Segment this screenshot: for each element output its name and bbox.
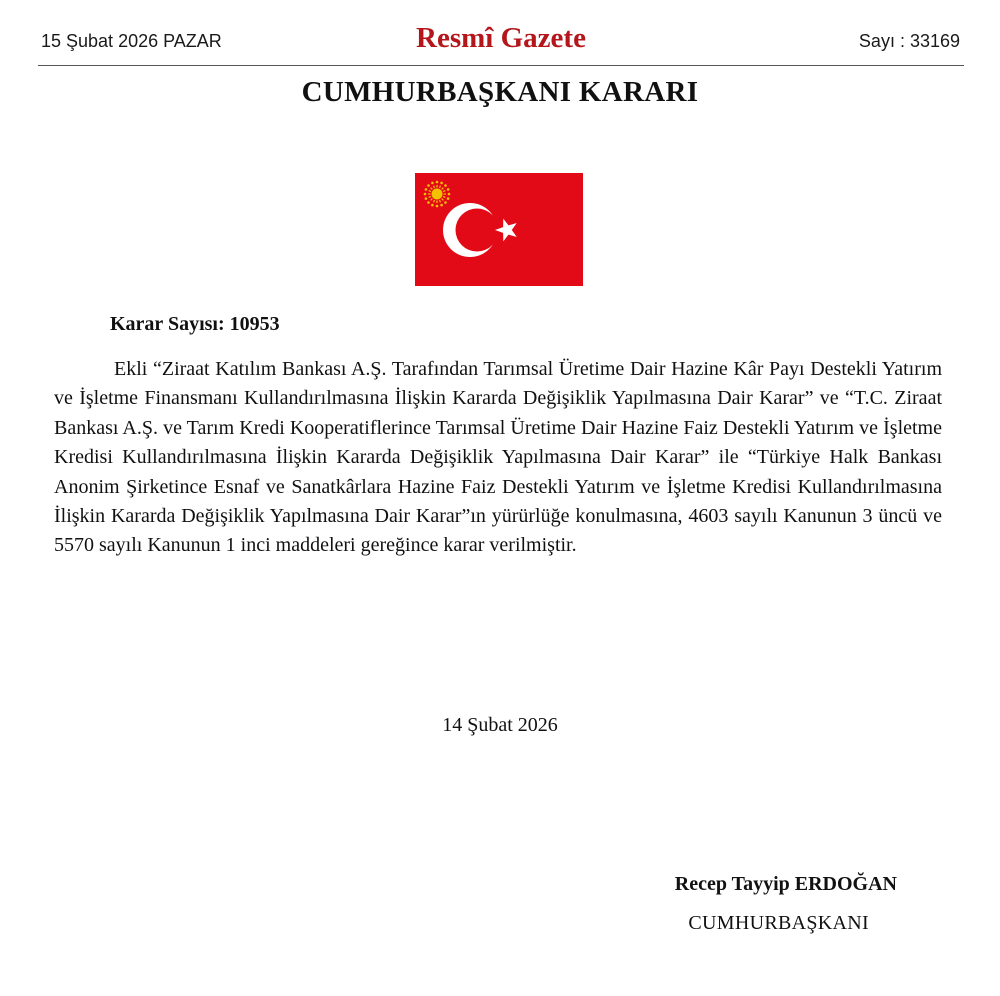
document-title: CUMHURBAŞKANI KARARI bbox=[301, 76, 699, 108]
sun-ring-star bbox=[444, 201, 447, 204]
presidential-flag-icon bbox=[415, 173, 583, 286]
crescent-inner bbox=[456, 209, 499, 252]
signer-title: CUMHURBAŞKANI bbox=[688, 912, 869, 934]
sun-core bbox=[432, 189, 443, 200]
sun-ring-star bbox=[447, 197, 450, 200]
sun-ring-star bbox=[431, 182, 434, 185]
sun-ring-star bbox=[427, 201, 430, 204]
decision-body-text: Ekli “Ziraat Katılım Bankası A.Ş. Tarafından Tarımsal Üretime Dair Hazine Kâr Payı Destekli Yatırım ve İşletme Finansmanı Kullandırılmasına İlişkin Kararda Değişiklik Yapılmasına Dair Karar” ve “T.C. Ziraat Bankası A.Ş. ve Tarım Kredi Kooperatiflerince Tarımsal Üretime Dair Hazine Faiz Destekli Yatırım ve İşletme Kredisi Kullandırılmasına İlişkin Kararda Değişiklik Yapılmasına Dair Karar” ile “Türkiye Halk Bankası Anonim Şirketince Esnaf ve Sanatkârlara Hazine Faiz Destekli Yatırım ve İşletme Kredisi Kullandırılmasına İlişkin Kararda Değişiklik Yapılmasına Dair Karar”ın yürürlüğe konulmasına, 4603 sayılı Kanunun 3 üncü ve 5570 sayılı Kanunun 1 inci maddeleri gereğince karar verilmiştir. bbox=[54, 358, 942, 557]
gazette-header bbox=[38, 22, 964, 60]
sun-ring-star bbox=[425, 188, 428, 191]
gazette-title: Resmî Gazete bbox=[416, 22, 586, 54]
sun-ring-star bbox=[425, 197, 428, 200]
sun-ring-star bbox=[436, 181, 439, 184]
signer-name: Recep Tayyip ERDOĞAN bbox=[674, 873, 897, 895]
sun-ring-star bbox=[431, 204, 434, 207]
decision-date: 14 Şubat 2026 bbox=[442, 714, 558, 736]
sun-ring-star bbox=[440, 204, 443, 207]
decision-number: Karar Sayısı: 10953 bbox=[110, 313, 280, 335]
issue-number: Sayı : 33169 bbox=[858, 31, 960, 51]
publication-date: 15 Şubat 2026 PAZAR bbox=[41, 31, 222, 51]
sun-ring-star bbox=[427, 184, 430, 187]
sun-ring-star bbox=[436, 205, 439, 208]
sun-ring-star bbox=[440, 182, 443, 185]
sun-ring-star bbox=[448, 193, 451, 196]
sun-ring-star bbox=[447, 188, 450, 191]
sun-ring-star bbox=[444, 184, 447, 187]
sun-ring-star bbox=[424, 193, 427, 196]
header-divider bbox=[38, 65, 964, 66]
